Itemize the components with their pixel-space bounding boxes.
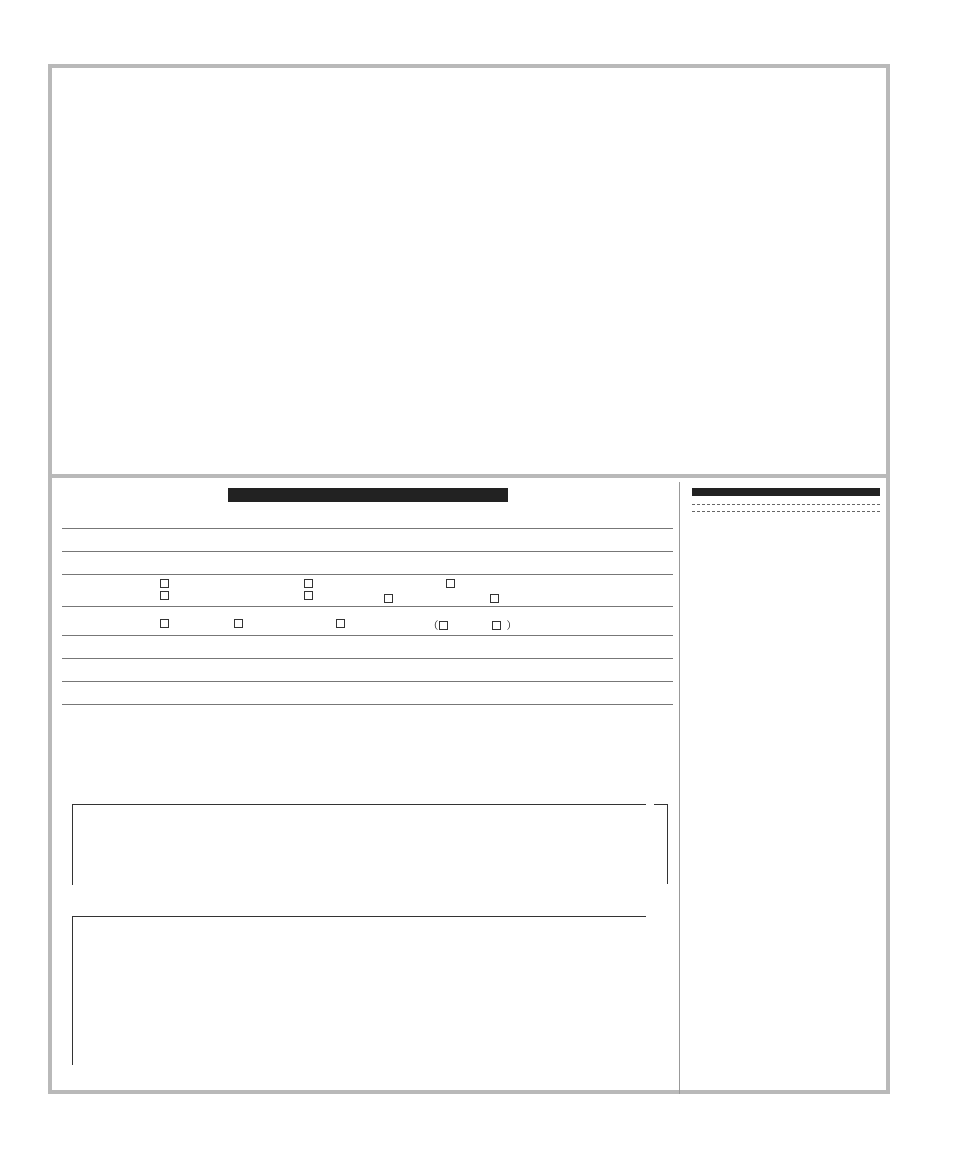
period-row	[62, 552, 673, 575]
form-title	[228, 488, 508, 502]
credit-card-option[interactable]	[336, 618, 347, 630]
page-frame	[48, 64, 890, 1094]
category-col-4	[446, 579, 457, 591]
contact-row	[62, 506, 673, 529]
classifieds-listings	[52, 68, 886, 478]
body-grid[interactable]	[72, 916, 646, 1065]
checkbox-wanted[interactable]	[160, 579, 169, 588]
checkbox-credit-card[interactable]	[336, 619, 345, 628]
card-row	[62, 636, 673, 659]
checkbox-visa[interactable]	[439, 621, 448, 630]
holder-row	[62, 659, 673, 682]
checkbox-money-order[interactable]	[234, 619, 243, 628]
checkbox-check[interactable]	[160, 619, 169, 628]
category-row	[62, 575, 673, 607]
instructions-title	[692, 488, 880, 496]
money-order-option[interactable]	[234, 618, 245, 630]
checkbox-public[interactable]	[490, 594, 499, 603]
checkbox-realestate[interactable]	[160, 591, 169, 600]
page-footer	[910, 1106, 914, 1126]
address-row	[62, 529, 673, 552]
category-col-3	[384, 594, 395, 606]
company-address	[692, 500, 880, 505]
check-option[interactable]	[160, 618, 171, 630]
application-form	[52, 482, 680, 1094]
master-option[interactable]: ）	[492, 618, 517, 633]
exp-row	[62, 682, 673, 705]
checkbox-master[interactable]	[492, 621, 501, 630]
category-col-5	[490, 594, 501, 606]
headline-bracket	[654, 804, 668, 884]
headline-grid[interactable]	[72, 804, 646, 885]
instructions-panel	[684, 482, 886, 1094]
visa-option[interactable]: （	[428, 618, 450, 633]
english-info-title	[692, 511, 880, 517]
checkbox-instruction[interactable]	[304, 579, 313, 588]
checkbox-rent[interactable]	[304, 591, 313, 600]
category-col-2	[304, 579, 315, 604]
payment-row	[62, 613, 673, 636]
checkbox-business[interactable]	[446, 579, 455, 588]
checkbox-information[interactable]	[384, 594, 393, 603]
category-col-1	[160, 579, 171, 604]
